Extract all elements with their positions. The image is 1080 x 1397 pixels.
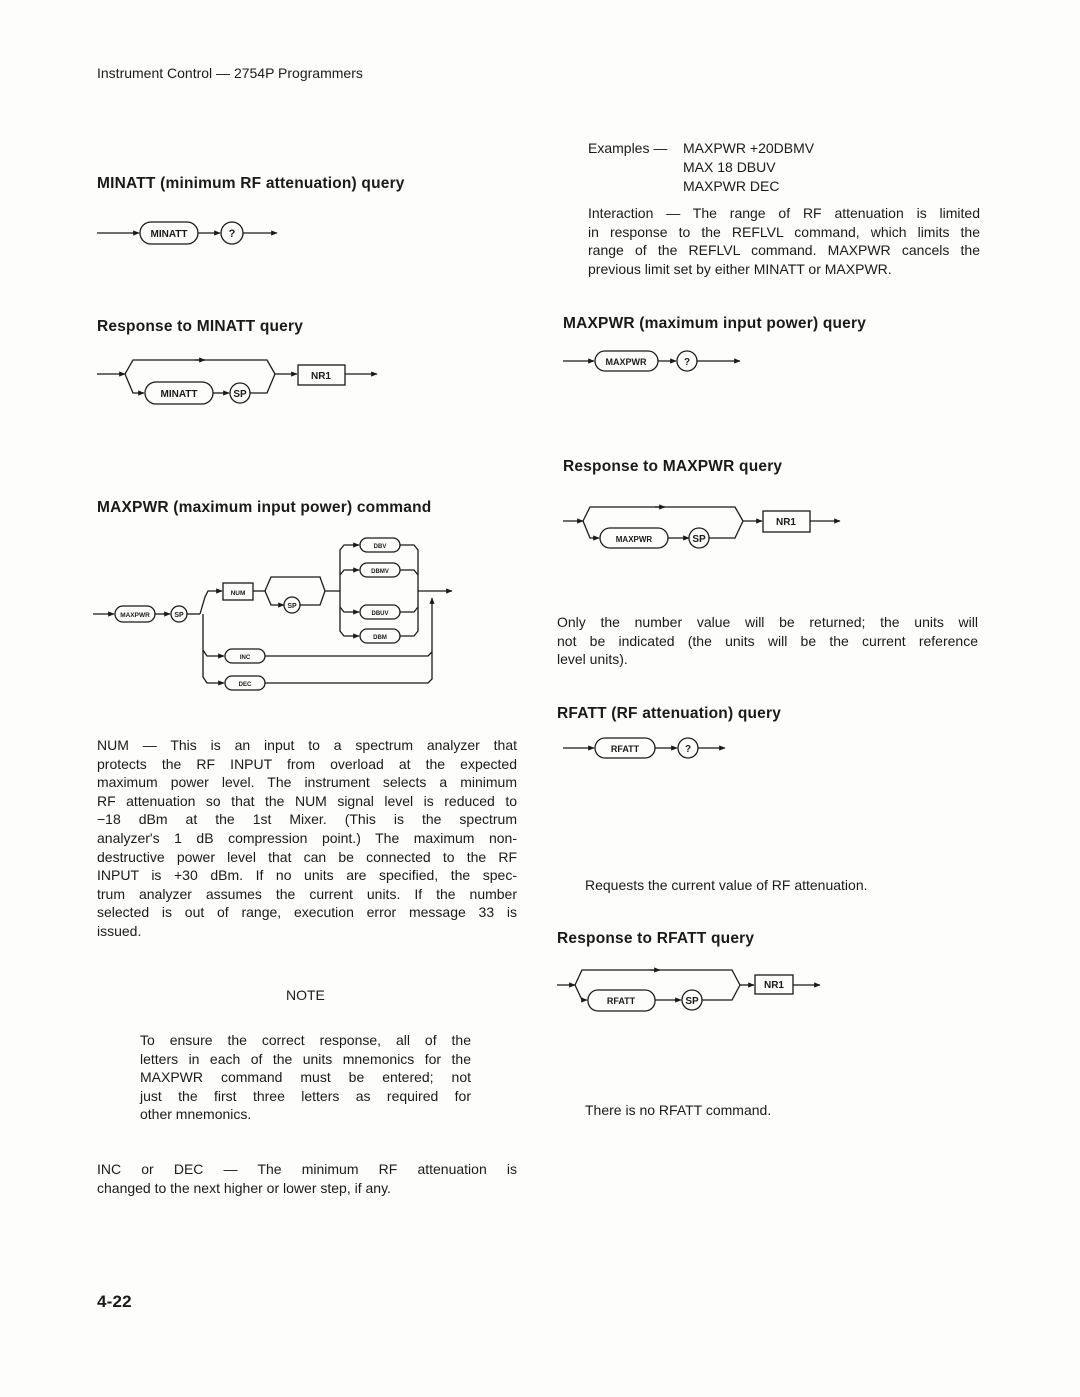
text-line: Only the number value will be returned; the units will	[557, 614, 978, 630]
text-line: issued.	[97, 922, 142, 939]
example-3: MAXPWR DEC	[683, 178, 780, 194]
sp-label-2: SP	[287, 603, 297, 610]
text-line: Interaction — The range of RF attenuation is limited	[588, 205, 980, 221]
text-line: RF attenuation so that the NUM signal level is reduced to	[97, 792, 517, 809]
example-2: MAX 18 DBUV	[683, 159, 776, 175]
text-line: range of the REFLVL command. MAXPWR cancels the	[588, 242, 980, 259]
text-line: analyzer's 1 dB compression point.) The maximum non-	[97, 829, 517, 846]
running-header: Instrument Control — 2754P Programmers	[97, 65, 363, 81]
text-line: destructive power level that can be connected to the RF	[97, 848, 517, 865]
keyword-label: MINATT	[160, 389, 198, 400]
section-title-maxpwr-query: MAXPWR (maximum input power) query	[563, 315, 867, 332]
keyword-label: MAXPWR	[615, 535, 653, 544]
section-title-maxpwr-command: MAXPWR (maximum input power) command	[97, 499, 432, 516]
text-line: just the first three letters as required for	[140, 1087, 471, 1104]
section-title-maxpwr-response: Response to MAXPWR query	[563, 458, 783, 475]
nr1-label: NR1	[763, 980, 785, 991]
section-title-minatt-response: Response to MINATT query	[97, 318, 304, 335]
minatt-query-diagram	[97, 222, 277, 244]
text-line: level units).	[557, 651, 628, 668]
nr1-label: NR1	[775, 517, 797, 528]
text-line: INC or DEC — The minimum RF attenuation is	[97, 1161, 517, 1177]
text-line: selected is out of range, execution error message 33 is	[97, 904, 517, 921]
sp-label: SP	[692, 534, 706, 545]
maxpwr-query-diagram	[563, 351, 740, 371]
text-line: MAXPWR command must be entered; not	[140, 1069, 471, 1086]
maxpwr-command-diagram	[93, 538, 452, 690]
query-label: ?	[684, 744, 692, 755]
dec-label: DEC	[238, 682, 252, 688]
text-line: protects the RF INPUT from overload at the expected	[97, 755, 517, 772]
text-line: NUM — This is an input to a spectrum analyzer that	[97, 737, 517, 753]
text-line: in response to the REFLVL command, which limits the	[588, 223, 980, 240]
minatt-response-diagram	[97, 360, 377, 404]
text-line: other mnemonics.	[140, 1106, 252, 1123]
example-1: MAXPWR +20DBMV	[683, 140, 815, 156]
inc-label: INC	[239, 655, 251, 661]
keyword-label: RFATT	[610, 744, 640, 754]
examples-label: Examples —	[588, 140, 668, 156]
sp-label: SP	[174, 612, 184, 619]
text-line: To ensure the correct response, all of the	[140, 1032, 471, 1048]
rfatt-query-diagram	[563, 738, 725, 758]
nr1-label: NR1	[310, 371, 332, 382]
rfatt-query-text: Requests the current value of RF attenuation.	[585, 877, 868, 893]
sp-label: SP	[685, 996, 699, 1007]
unit-label: DBM	[373, 635, 387, 641]
text-line: changed to the next higher or lower step, if any.	[97, 1179, 391, 1196]
query-label: ?	[683, 357, 691, 368]
text-line: letters in each of the units mnemonics for the	[140, 1050, 471, 1067]
keyword-label: MAXPWR	[605, 357, 647, 367]
page-number: 4-22	[97, 1292, 132, 1311]
section-title-minatt-query: MINATT (minimum RF attenuation) query	[97, 175, 405, 192]
query-label: ?	[228, 228, 236, 240]
text-line: INPUT is +30 dBm. If no units are specified, the spec-	[97, 867, 517, 884]
unit-label: DBMV	[371, 569, 389, 575]
unit-label: DBV	[373, 544, 387, 550]
rfatt-response-diagram	[557, 970, 820, 1011]
keyword-label: MINATT	[150, 229, 188, 240]
text-line: maximum power level. The instrument selects a minimum	[97, 774, 517, 791]
text-line: trum analyzer assumes the current units. If the number	[97, 885, 517, 902]
maxpwr-response-diagram	[563, 507, 840, 548]
text-line: −18 dBm at the 1st Mixer. (This is the spectrum	[97, 811, 517, 828]
section-title-rfatt-response: Response to RFATT query	[557, 930, 755, 947]
rfatt-note: There is no RFATT command.	[585, 1102, 772, 1118]
note-title: NOTE	[286, 987, 325, 1003]
keyword-label: RFATT	[606, 996, 636, 1006]
keyword-label: MAXPWR	[120, 612, 150, 619]
text-line: not be indicated (the units will be the current reference	[557, 632, 978, 649]
sp-label: SP	[233, 389, 247, 400]
text-line: previous limit set by either MINATT or MAXPWR.	[588, 260, 892, 277]
num-label: NUM	[230, 590, 246, 597]
unit-label: DBUV	[371, 611, 389, 617]
section-title-rfatt-query: RFATT (RF attenuation) query	[557, 705, 782, 722]
